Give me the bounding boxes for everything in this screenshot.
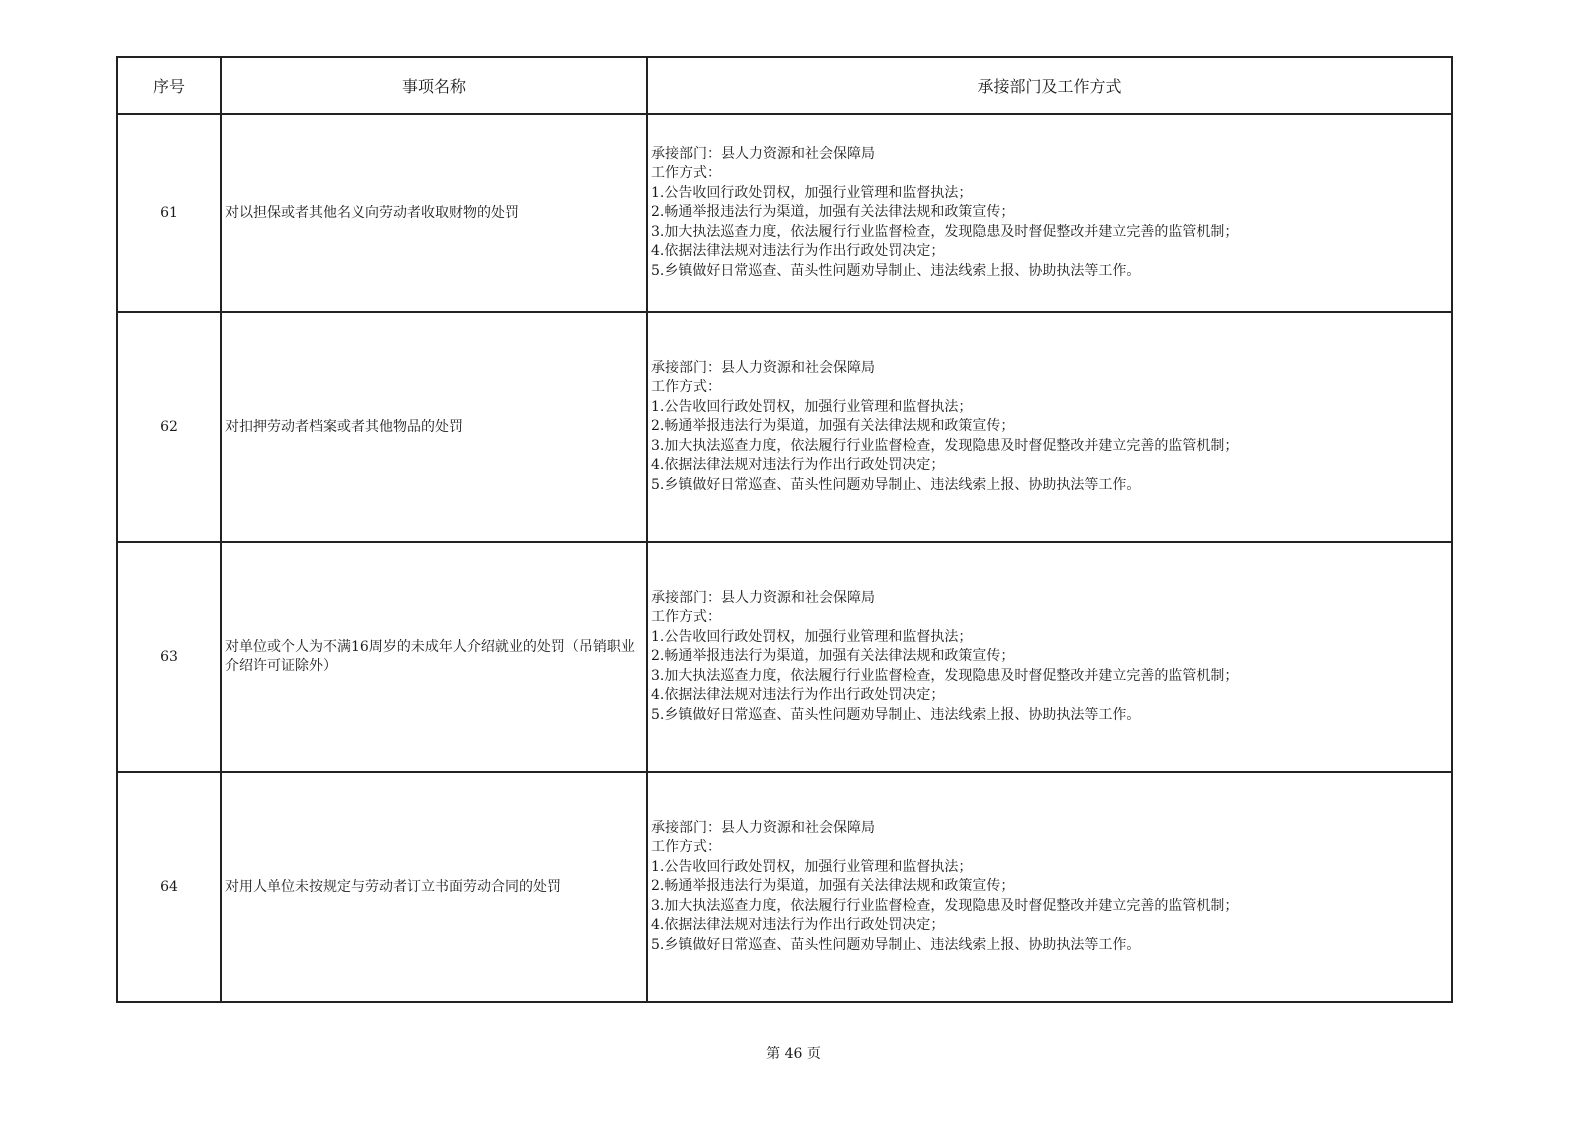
mode-item: 2.畅通举报违法行为渠道，加强有关法律法规和政策宣传； [651,418,1015,435]
mode-item: 3.加大执法巡查力度，依法履行行业监督检查，发现隐患及时督促整改并建立完善的监管机制； [651,437,1239,454]
mode-item: 4.依据法律法规对违法行为作出行政处罚决定； [651,457,945,474]
mode-item: 1.公告收回行政处罚权，加强行业管理和监督执法； [651,628,973,645]
header-mode: 承接部门及工作方式 [647,57,1452,114]
mode-item: 4.依据法律法规对违法行为作出行政处罚决定； [651,917,945,934]
header-no: 序号 [117,57,221,114]
dept-line: 承接部门：县人力资源和社会保障局 [651,145,875,162]
page-number: 第 46 页 [766,1046,821,1062]
matter-name: 对以担保或者其他名义向劳动者收取财物的处罚 [221,114,647,312]
row-number: 63 [117,542,221,772]
matters-table [116,56,1453,1003]
mode-item: 5.乡镇做好日常巡查、苗头性问题劝导制止、违法线索上报、协助执法等工作。 [651,476,1141,493]
mode-item: 4.依据法律法规对违法行为作出行政处罚决定； [651,243,945,260]
mode-item: 3.加大执法巡查力度，依法履行行业监督检查，发现隐患及时督促整改并建立完善的监管机制； [651,897,1239,914]
mode-item: 5.乡镇做好日常巡查、苗头性问题劝导制止、违法线索上报、协助执法等工作。 [651,262,1141,279]
dept-and-mode [647,542,1452,772]
dept-line: 承接部门：县人力资源和社会保障局 [651,819,875,836]
header-row [117,57,1452,114]
mode-item: 1.公告收回行政处罚权，加强行业管理和监督执法； [651,184,973,201]
mode-item: 5.乡镇做好日常巡查、苗头性问题劝导制止、违法线索上报、协助执法等工作。 [651,936,1141,953]
table-row [117,772,1452,1002]
mode-item: 3.加大执法巡查力度，依法履行行业监督检查，发现隐患及时督促整改并建立完善的监管机制； [651,223,1239,240]
row-number: 61 [117,114,221,312]
mode-item: 1.公告收回行政处罚权，加强行业管理和监督执法； [651,858,973,875]
dept-and-mode [647,772,1452,1002]
dept-and-mode [647,312,1452,542]
mode-item: 5.乡镇做好日常巡查、苗头性问题劝导制止、违法线索上报、协助执法等工作。 [651,706,1141,723]
mode-item: 4.依据法律法规对违法行为作出行政处罚决定； [651,687,945,704]
mode-label: 工作方式： [651,839,721,856]
matter-name: 对扣押劳动者档案或者其他物品的处罚 [221,312,647,542]
mode-item: 2.畅通举报违法行为渠道，加强有关法律法规和政策宣传； [651,648,1015,665]
mode-item: 2.畅通举报违法行为渠道，加强有关法律法规和政策宣传； [651,878,1015,895]
row-number: 62 [117,312,221,542]
dept-and-mode [647,114,1452,312]
matter-name: 对用人单位未按规定与劳动者订立书面劳动合同的处罚 [221,772,647,1002]
matter-name: 对单位或个人为不满16周岁的未成年人介绍就业的处罚（吊销职业介绍许可证除外） [221,542,647,772]
mode-item: 2.畅通举报违法行为渠道，加强有关法律法规和政策宣传； [651,204,1015,221]
mode-item: 1.公告收回行政处罚权，加强行业管理和监督执法； [651,398,973,415]
header-name: 事项名称 [221,57,647,114]
mode-label: 工作方式： [651,165,721,182]
mode-label: 工作方式： [651,379,721,396]
table-row [117,312,1452,542]
mode-item: 3.加大执法巡查力度，依法履行行业监督检查，发现隐患及时督促整改并建立完善的监管机制； [651,667,1239,684]
dept-line: 承接部门：县人力资源和社会保障局 [651,359,875,376]
table-row [117,542,1452,772]
row-number: 64 [117,772,221,1002]
mode-label: 工作方式： [651,609,721,626]
dept-line: 承接部门：县人力资源和社会保障局 [651,589,875,606]
table-row [117,114,1452,312]
